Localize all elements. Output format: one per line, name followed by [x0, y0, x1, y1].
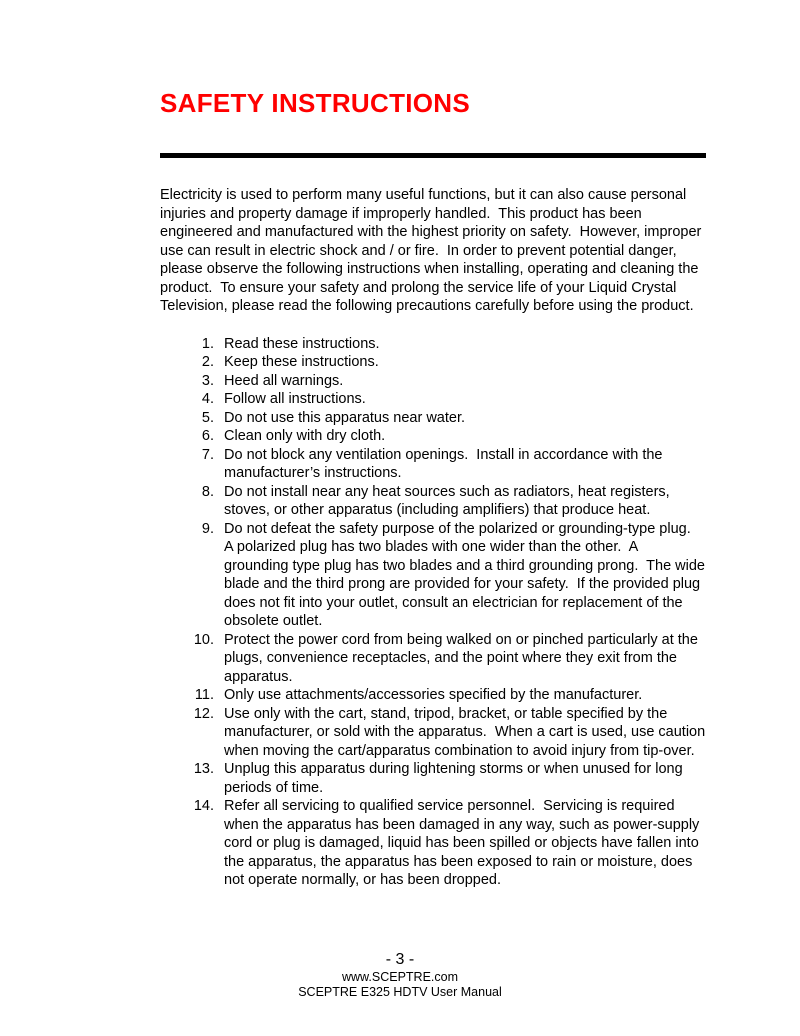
instruction-number: 5.	[201, 409, 214, 426]
instruction-number: 14.	[193, 798, 214, 814]
instruction-item	[188, 483, 706, 520]
page-footer	[0, 950, 800, 1000]
instruction-text: Read these instructions.	[224, 335, 380, 352]
instruction-item	[188, 409, 706, 428]
instruction-number: 6.	[201, 428, 214, 444]
instruction-text: Follow all instructions.	[224, 391, 366, 407]
instruction-item	[188, 631, 706, 687]
instruction-number: 8.	[201, 483, 214, 500]
instruction-text: Keep these instructions.	[224, 354, 379, 370]
instruction-item	[188, 372, 706, 391]
instruction-item	[188, 427, 706, 446]
instruction-item	[188, 705, 710, 761]
instruction-text: Only use attachments/accessories specified by the manufacturer.	[224, 687, 643, 703]
instruction-text: Unplug this apparatus during lightening storms or when unused for long periods of time.	[224, 761, 687, 796]
page-content	[160, 88, 710, 890]
instruction-item	[188, 520, 710, 631]
instructions-list	[160, 335, 710, 890]
instruction-item	[188, 686, 706, 705]
instruction-text: Do not defeat the safety purpose of the polarized or grounding-type plug. A polarized plug has two blades with one wider than the other. A grounding type plug has two blades and a third grounding prong. The wide blade and the third prong are provided for your safety. If the provided plug does not fit into your outlet, consult an electrician for replacement of the obsolete outlet.	[224, 520, 710, 629]
footer-website: www.SCEPTRE.com	[342, 970, 458, 984]
instruction-text: Heed all warnings.	[224, 372, 344, 389]
instruction-number: 11.	[194, 687, 214, 703]
instruction-item	[188, 446, 706, 483]
title-rule	[160, 153, 706, 158]
instruction-item	[188, 390, 706, 409]
page-title: SAFETY INSTRUCTIONS	[160, 88, 471, 118]
instruction-item	[188, 335, 706, 354]
instruction-text: Use only with the cart, stand, tripod, bracket, or table specified by the manufacturer, or sold with the apparatus. When a cart is used, use caution when moving the cart/apparatus combination to avoid injury from tip-over.	[224, 705, 710, 759]
instruction-number: 4.	[201, 391, 214, 407]
instruction-number: 9.	[201, 520, 214, 537]
instruction-number: 3.	[201, 372, 214, 389]
page-number: - 3 -	[385, 951, 415, 968]
instruction-item	[188, 760, 706, 797]
instruction-number: 7.	[201, 446, 214, 463]
instruction-number: 2.	[201, 354, 214, 370]
instruction-item	[188, 797, 706, 890]
instruction-text: Do not use this apparatus near water.	[224, 409, 466, 426]
instruction-text: Protect the power cord from being walked on or pinched particularly at the plugs, convenience receptacles, and the point where they exit from the apparatus.	[224, 631, 702, 685]
instruction-text: Refer all servicing to qualified service personnel. Servicing is required when the apparatus has been damaged in any way, such as power-supply cord or plug is damaged, liquid has been spilled or objects have fallen into the apparatus, the apparatus has been exposed to rain or moisture, does not operate normally, or has been dropped.	[224, 798, 704, 888]
instruction-number: 12.	[193, 705, 214, 722]
instruction-number: 13.	[193, 761, 214, 777]
instruction-text: Do not block any ventilation openings. Install in accordance with the manufacturer’s instructions.	[224, 446, 667, 481]
instruction-text: Clean only with dry cloth.	[224, 428, 386, 444]
instruction-text: Do not install near any heat sources such as radiators, heat registers, stoves, or other apparatus (including amplifiers) that produce heat.	[224, 483, 674, 518]
instruction-number: 10.	[193, 631, 214, 648]
intro-paragraph: Electricity is used to perform many useful functions, but it can also cause personal injuries and property damage if improperly handled. This product has been engineered and manufactured with the highest priority on safety. However, improper use can result in electric shock and / or fire. In order to prevent potential danger, please observe the following instructions when installing, operating and cleaning the product. To ensure your safety and prolong the service life of your Liquid Crystal Television, please read the following precautions carefully before using the product.	[160, 187, 706, 314]
instruction-number: 1.	[201, 335, 214, 352]
instruction-item	[188, 353, 706, 372]
footer-manual-title: SCEPTRE E325 HDTV User Manual	[298, 985, 502, 999]
